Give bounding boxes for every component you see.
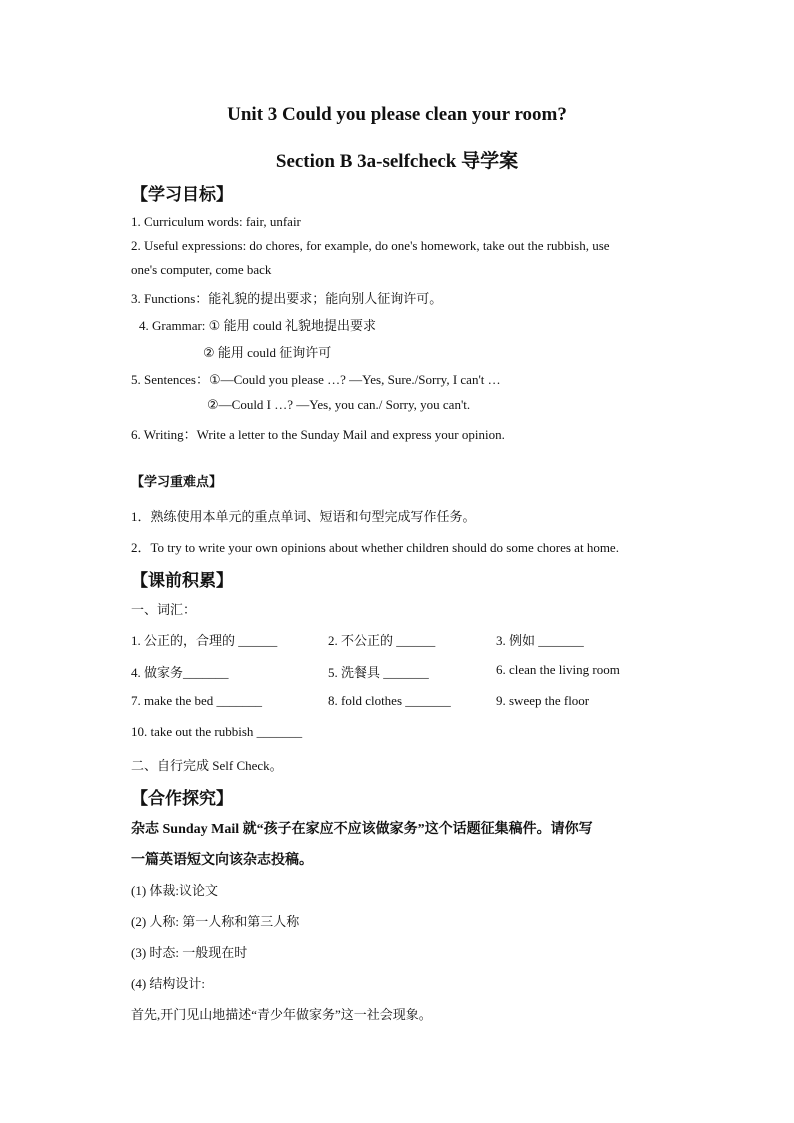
vocab-item: 9. sweep the floor [496,693,590,708]
selfcheck-line: 二、自行完成 Self Check。 [131,758,283,773]
writing-prompt-line: 杂志 Sunday Mail 就“孩子在家应不应该做家务”这个话题征集稿件。请你写 [131,822,593,837]
vocab-item: 7. make the bed _______ [131,693,263,708]
structure-line: 首先,开门见山地描述“青少年做家务”这一社会现象。 [131,1007,432,1022]
vocab-item: 4. 做家务_______ [131,665,229,680]
objectives-heading: 【学习目标】 [131,185,233,205]
vocab-item: 6. clean the living room [496,662,620,677]
objective-line: 3. Functions：能礼貌的提出要求；能向别人征询许可。 [131,291,443,306]
objective-line: one's computer, come back [131,262,272,277]
objective-line: 1. Curriculum words: fair, unfair [131,214,301,229]
key-points-heading: 【学习重难点】 [131,475,223,490]
objective-line: 2. Useful expressions: do chores, for example, do one's homework, take out the rubbish, use [131,238,610,253]
writing-requirement: (2) 人称: 第一人称和第三人称 [131,914,300,929]
document-subtitle: Section B 3a-selfcheck 导学案 [275,151,519,172]
key-point-line: 1．熟练使用本单元的重点单词、短语和句型完成写作任务。 [131,509,476,524]
vocab-item: 8. fold clothes _______ [328,693,451,708]
preview-heading: 【课前积累】 [131,571,233,591]
objective-line: 5. Sentences：①—Could you please …? —Yes, Sure./Sorry, I can't … [131,372,501,387]
vocab-item: 3. 例如 _______ [496,633,584,648]
vocab-item: 5. 洗餐具 _______ [328,665,429,680]
vocab-label: 一、词汇： [131,602,197,617]
writing-prompt-line: 一篇英语短文向该杂志投稿。 [131,853,313,868]
objective-line: 6. Writing：Write a letter to the Sunday Mail and express your opinion. [131,427,505,442]
writing-requirement: (3) 时态: 一般现在时 [131,945,248,960]
key-point-line: 2．To try to write your own opinions about whether children should do some chores at home. [131,540,619,555]
objective-line: ②—Could I …? —Yes, you can./ Sorry, you can't. [207,397,471,412]
objective-line: ② 能用 could 征询许可 [203,345,332,360]
objective-line: 4. Grammar: ① 能用 could 礼貌地提出要求 [139,318,376,333]
vocab-item: 1. 公正的，合理的 ______ [131,633,278,648]
document-title: Unit 3 Could you please clean your room? [227,104,567,125]
cooperation-heading: 【合作探究】 [131,789,233,809]
vocab-item: 10. take out the rubbish _______ [131,724,303,739]
writing-requirement: (4) 结构设计: [131,976,206,991]
writing-requirement: (1) 体裁:议论文 [131,883,219,898]
vocab-item: 2. 不公正的 ______ [328,633,436,648]
